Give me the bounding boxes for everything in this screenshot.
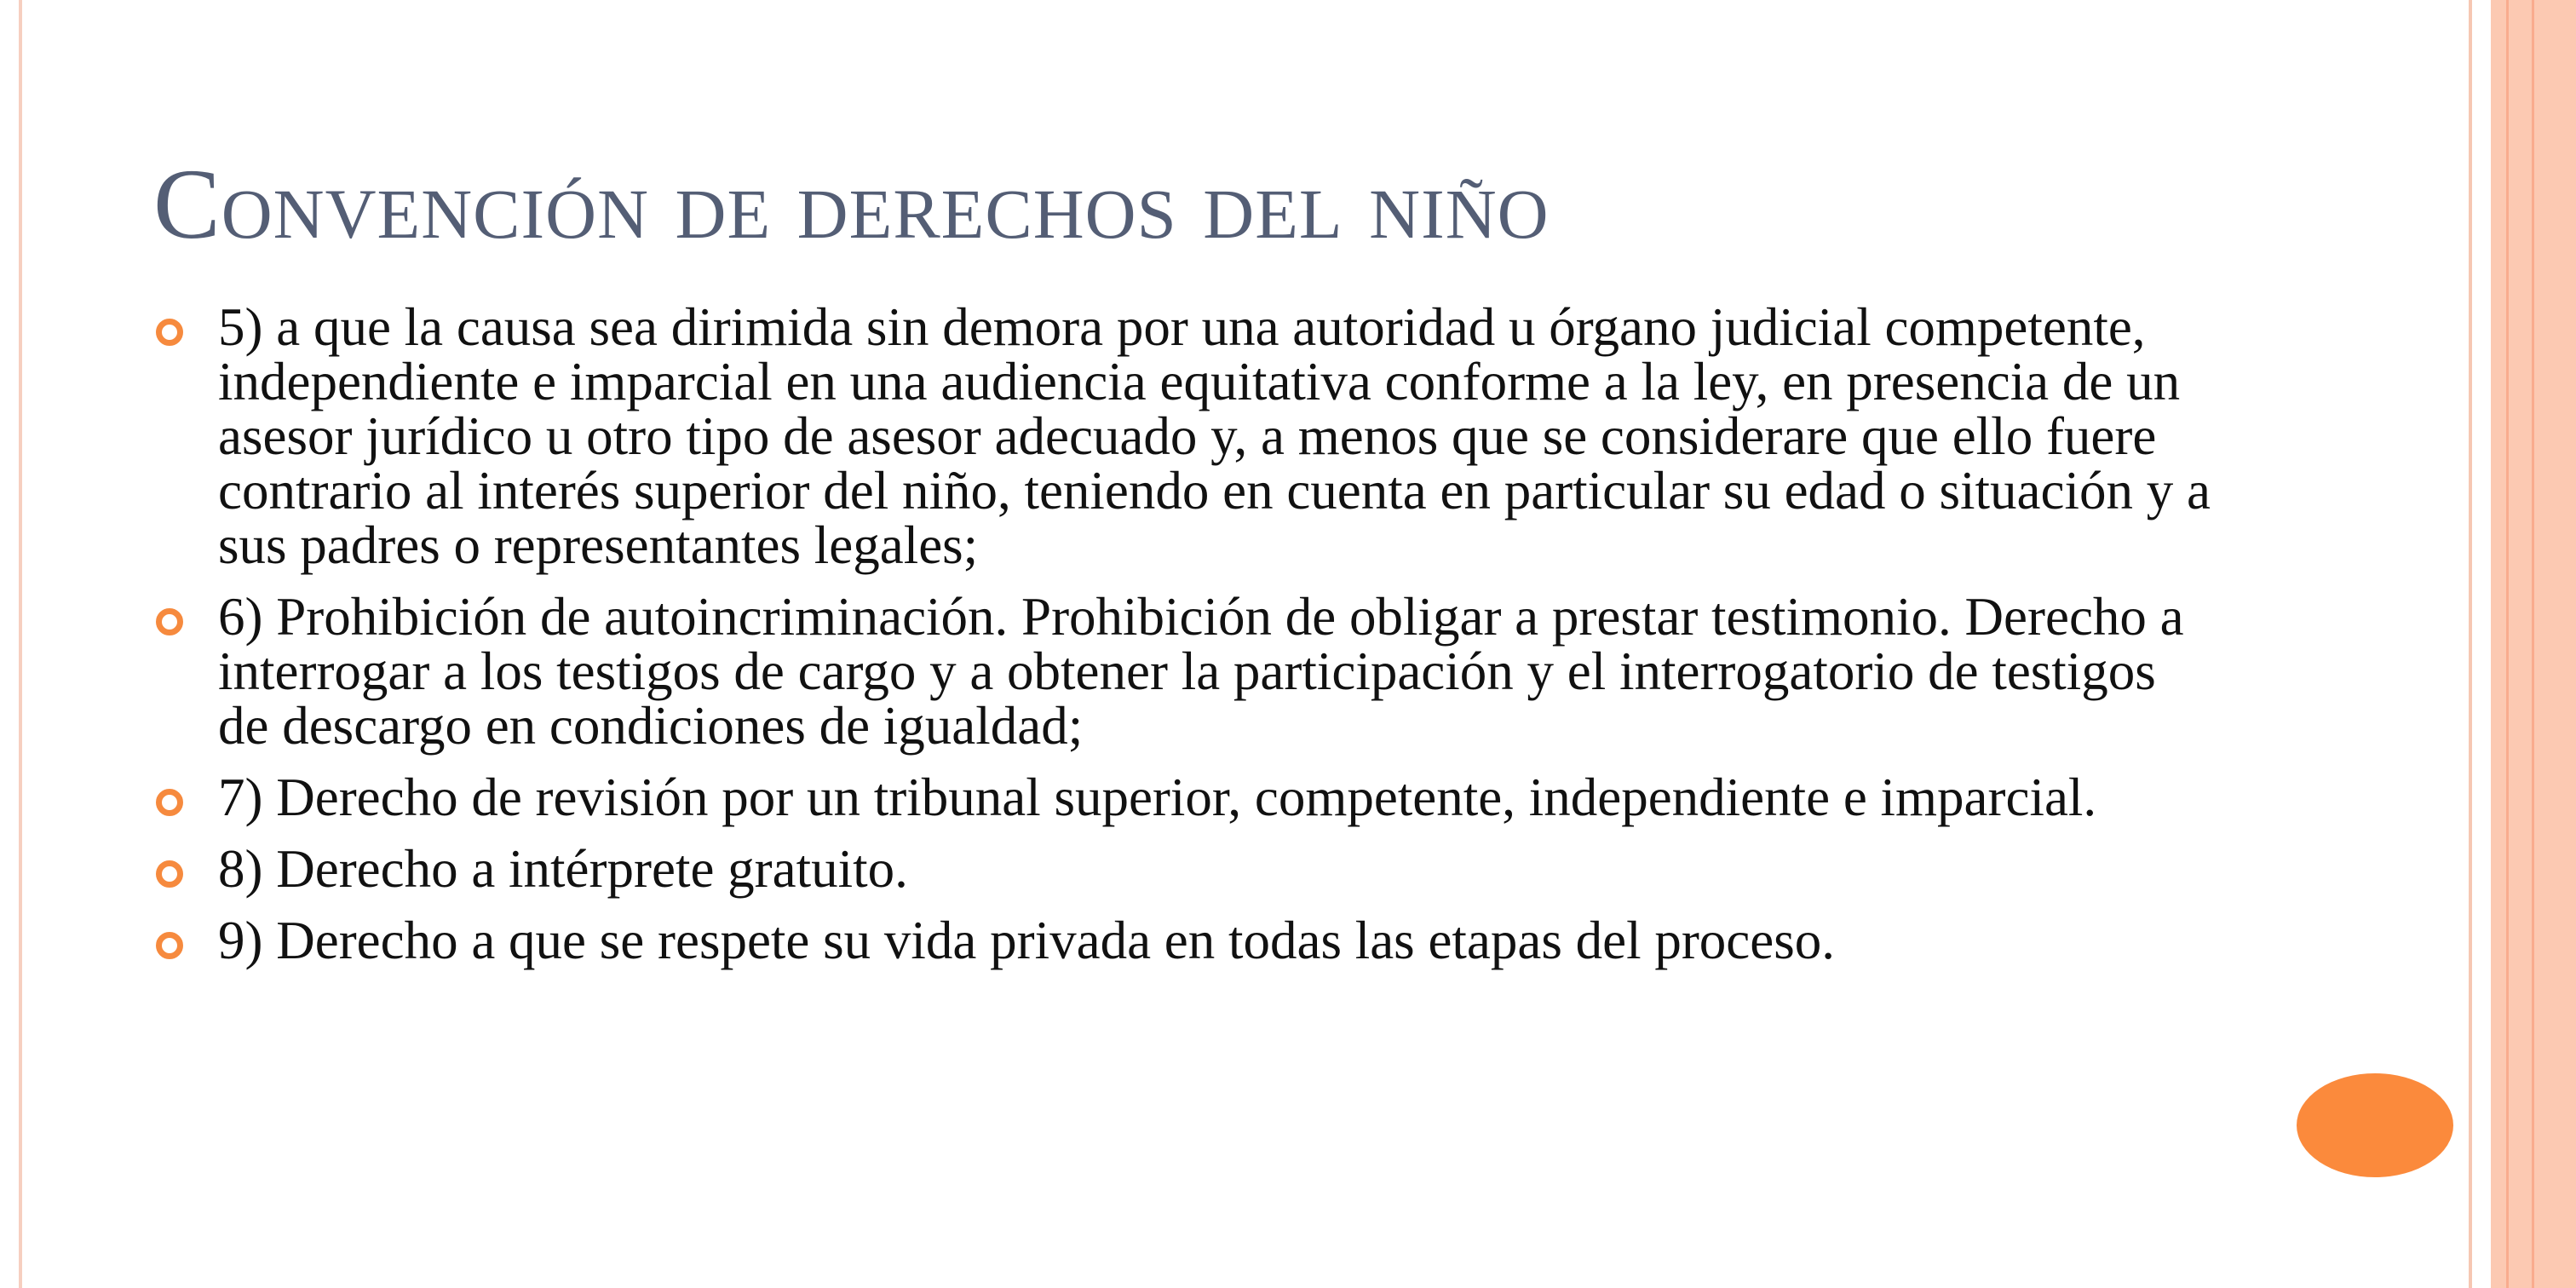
list-item	[153, 770, 2215, 825]
bullet-text: 9) Derecho a que se respete su vida privada en todas las etapas del proceso.	[218, 911, 1835, 970]
bullet-text: 6) Prohibición de autoincriminación. Prohibición de obligar a prestar testimonio. Derecho a interrogar a los testigos de cargo y a obtener la participación y el interrogatorio de testigos de descargo en condiciones de igualdad;	[218, 587, 2184, 756]
bullet-ring-icon	[156, 608, 183, 635]
bullet-ring-icon	[156, 319, 183, 346]
bullet-ring-icon	[156, 932, 183, 959]
decorative-oval	[2297, 1073, 2453, 1177]
bullet-ring-icon	[156, 789, 183, 816]
list-item	[153, 297, 2215, 575]
bullet-ring-icon	[156, 860, 183, 888]
list-item	[153, 913, 2215, 968]
bullet-text: 8) Derecho a intérprete gratuito.	[218, 839, 908, 899]
right-band-stripe	[2506, 0, 2509, 1288]
bullet-text: 5) a que la causa sea dirimida sin demora por una autoridad u órgano judicial competente, independiente e imparcial en una audiencia equitativa conforme a la ley, en presencia de un asesor jurídico u otro tipo de asesor adecuado y, a menos que se considerare que ello fuere contrario al interés superior del niño, teniendo en cuenta en particular su edad o situación y a sus padres o representantes legales;	[218, 297, 2211, 575]
bullet-text: 7) Derecho de revisión por un tribunal superior, competente, independiente e imparcial.	[218, 768, 2097, 827]
list-item	[153, 839, 2215, 899]
list-item	[153, 587, 2215, 756]
right-border-line	[2469, 0, 2472, 1288]
left-border-line	[19, 0, 22, 1288]
right-band-stripe	[2532, 0, 2534, 1288]
slide-title: Convención de derechos del niño	[153, 148, 1550, 260]
bullet-list	[153, 297, 2215, 985]
